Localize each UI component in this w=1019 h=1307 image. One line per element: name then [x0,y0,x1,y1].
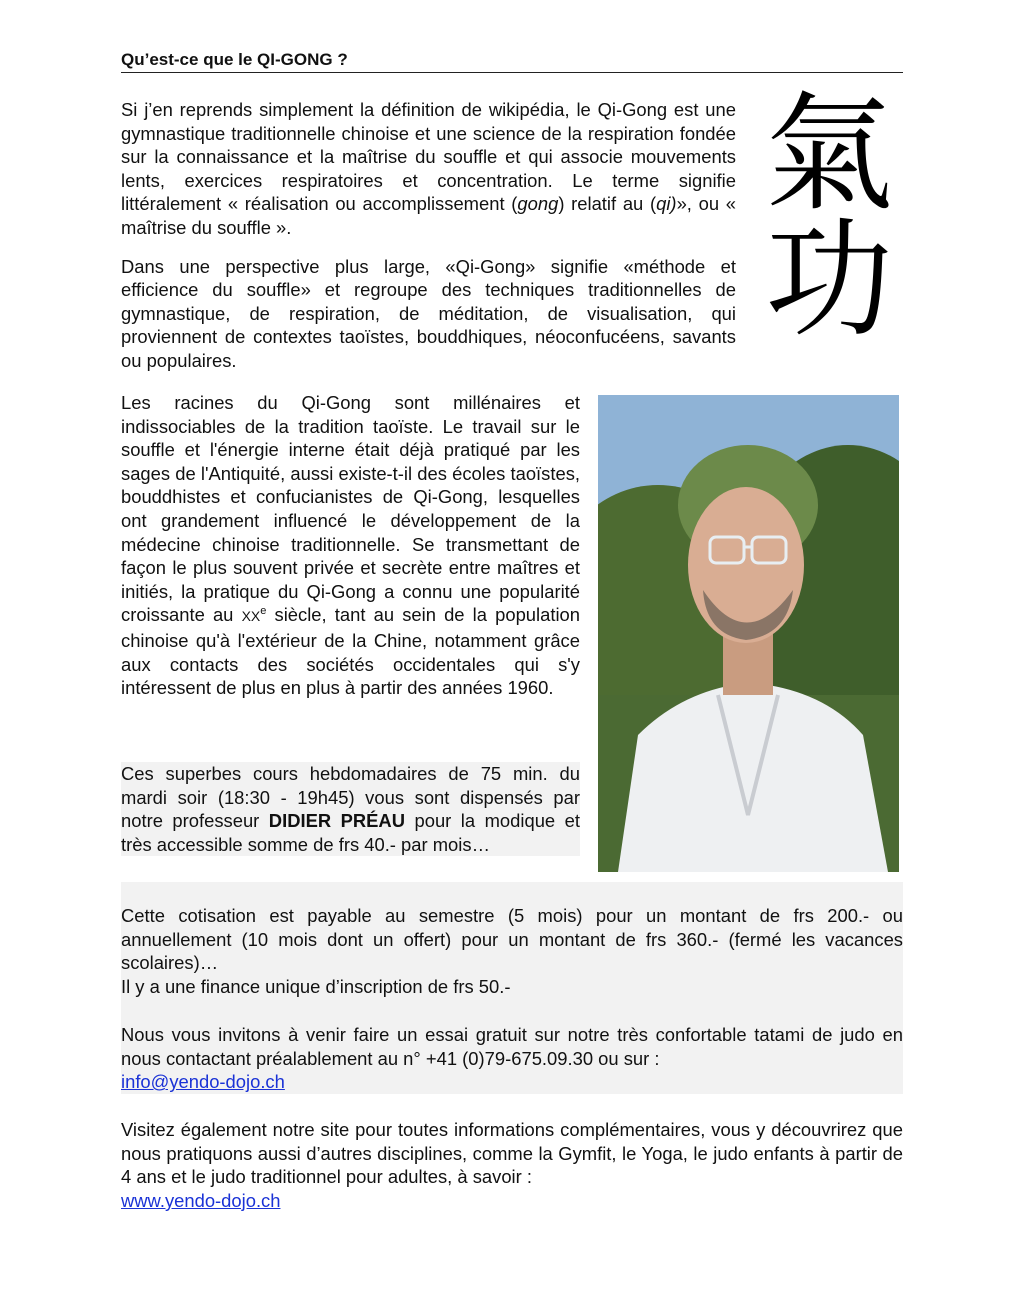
teacher-photo-illustration [598,395,899,872]
page-title: Qu’est-ce que le QI-GONG ? [121,49,903,73]
kanji-gong: 功 [764,206,893,355]
website-link[interactable]: www.yendo-dojo.ch [121,1189,281,1211]
roots-century: XX [241,608,261,625]
intro-text-a: Si j’en reprends simplement la définition de wikipédia, le Qi-Gong est une gymnastique traditionnelle chinoise et une science de la respiration fondée sur la connaissance et la maîtrise du souffle et qui associe mouvements lents, exercices respiratoires et concentration. Le terme signifie littéralement « réalisation ou accomplissement ( [121,99,736,215]
fees-line-2: Il y a une finance unique d’inscription de frs 50.- [121,975,511,997]
roots-text-b: siècle, tant au sein de la population chinoise qu'à l'extérieur de la Chine, notamment grâce aux contacts des sociétés occidentales qui s'y intéressent de plus en plus à partir des années 1960. [121,604,580,699]
courses-text-a: Ces superbes cours hebdomadaires de 75 min. du mardi soir (18:30 - 19h45) vous sont dispensés par notre professeur [121,763,580,832]
qigong-calligraphy [759,80,899,355]
roots-paragraph [121,391,580,700]
intro-paragraph-1 [121,98,736,240]
document-page [121,0,903,1307]
intro-text-b: ) relatif au ( [558,193,657,215]
courses-text-b: pour la modique et très accessible somme de frs 40.- par mois… [121,810,580,855]
invite-section [121,1023,903,1094]
teacher-photo [598,395,899,872]
intro-section [121,98,736,373]
teacher-name: DIDIER PRÉAU [268,810,405,832]
visit-section [121,1118,903,1212]
invite-text: Nous vous invitons à venir faire un essai gratuit sur notre très confortable tatami de judo en nous contactant préalablement au n° +41 (0)79-675.09.30 ou sur : [121,1024,903,1069]
intro-qi-term: qi) [656,193,677,215]
courses-paragraph [121,762,580,856]
roots-century-suffix: e [260,605,267,618]
intro-gong-term: gong [517,193,559,215]
fees-section [121,904,903,998]
visit-text: Visitez également notre site pour toutes informations complémentaires, vous y découvrirez que nous pratiquons aussi d’autres disciplines, comme la Gymfit, le Yoga, le judo enfants à partir de 4 ans et le judo traditionnel pour adultes, à savoir : [121,1119,903,1188]
kanji-qi: 氣 [764,80,893,229]
fees-line-1: Cette cotisation est payable au semestre (5 mois) pour un montant de frs 200.- ou annuellement (10 mois dont un offert) pour un montant de frs 360.- (fermé les vacances scolaires)… [121,905,903,974]
photo-head [688,487,804,643]
roots-text-a: Les racines du Qi-Gong sont millénaires et indissociables de la tradition taoïste. Le travail sur le souffle et l'énergie interne était déjà pratiqué par les sages de l'Antiquité, aussi existe-t-il des écoles taoïstes, bouddhistes et confucianistes de Qi-Gong, lesquelles ont grandement influencé le développement de la médecine chinoise traditionnelle. Se transmettant de façon le plus souvent privée et secrète entre maîtres et initiés, la pratique du Qi-Gong a connu une popularité croissante au [121,392,580,626]
intro-paragraph-2: Dans une perspective plus large, «Qi-Gong» signifie «méthode et efficience du souffle» et regroupe des techniques traditionnelles de gymnastique, de respiration, de méditation, de visualisation, qui proviennent de contextes taoïstes, bouddhiques, néoconfucéens, savants ou populaires. [121,255,736,371]
email-link[interactable]: info@yendo-dojo.ch [121,1071,285,1093]
intro-text-c: », ou « maîtrise du souffle ». [121,193,736,238]
